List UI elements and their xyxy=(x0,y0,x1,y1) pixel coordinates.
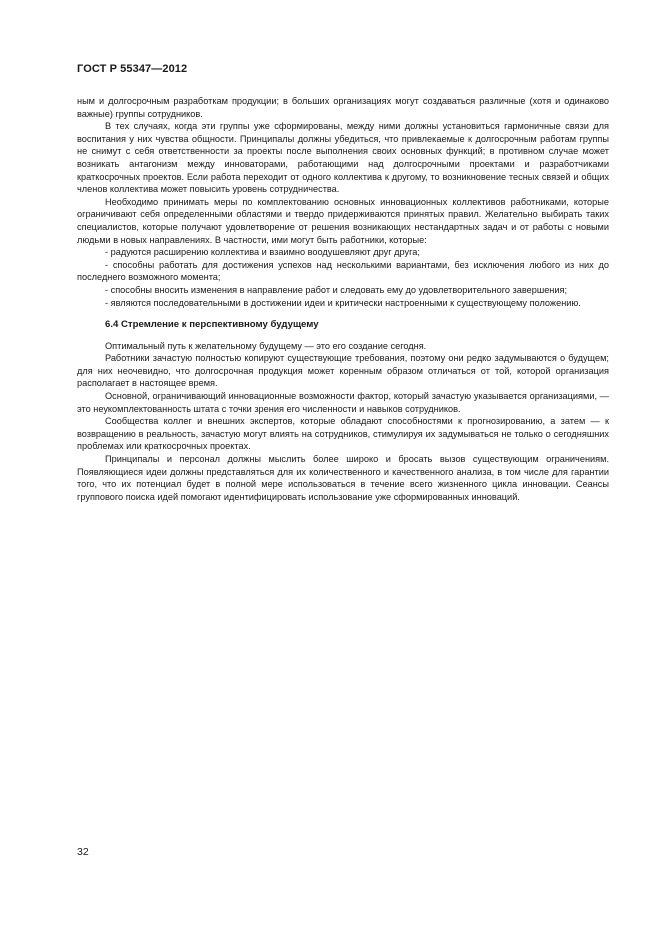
paragraph: Принципалы и персонал должны мыслить более широко и бросать вызов существующим ограничениям. Появляющиеся идеи должны представляться для их количественного и качественного анализа, в том числе для гарантии того, что их потенциал будет в полной мере использоваться в течение всего жизненного цикла инновации. Сеансы группового поиска идей помогают идентифицировать использование уже сформированных инноваций. xyxy=(77,454,609,502)
paragraph: Необходимо принимать меры по комплектованию основных инновационных коллективов работниками, которые ограничивают себя определенными областями и твердо придерживаются принятых правил. Желательно выбирать таких специалистов, которые получают удовлетворение от решения возникающих нестандартных задач и от работы с новыми людьми в новых направлениях. В частности, ими могут быть работники, которые: xyxy=(77,196,609,245)
page-number: 32 xyxy=(77,846,89,858)
document-body xyxy=(77,95,609,503)
paragraphs-after xyxy=(77,340,609,504)
paragraph: - радуются расширению коллектива и взаимно воодушевляют друг друга; xyxy=(105,247,420,258)
paragraph: Работники зачастую полностью копируют существующие требования, поэтому они редко задумываются о будущем; для них неочевидно, что долгосрочная продукция может коренным образом отличаться от той, которой организация располагает в настоящее время. xyxy=(77,353,609,389)
paragraph: В тех случаях, когда эти группы уже сформированы, между ними должны установиться гармоничные связи для воспитания у них чувства общности. Принципалы должны убедиться, что привлекаемые к долгосрочным работам группы не снимут с себя ответственности за проекты после выполнения своих основных функций; в противном случае может возникать антагонизм между инноваторами, работающими над долгосрочными проектами и разработчиками краткосрочных проектов. Если работа переходит от одного коллектива к другому, то возникновение тесных связей и общих членов коллектива может повысить уровень сотрудничества. xyxy=(77,121,609,195)
section-heading: 6.4 Стремление к перспективному будущему xyxy=(105,319,319,331)
document-header: ГОСТ Р 55347—2012 xyxy=(77,63,188,75)
paragraph: ным и долгосрочным разработкам продукции; в больших организациях могут создаваться различные (хотя и одинаково важные) группы сотрудников. xyxy=(77,96,609,119)
paragraph: Оптимальный путь к желательному будущему — это его создание сегодня. xyxy=(105,340,427,351)
paragraph: - способны работать для достижения успехов над несколькими вариантами, без исключения любого из них до последнего возможного момента; xyxy=(77,259,609,283)
paragraph: Сообщества коллег и внешних экспертов, которые обладают способностями к прогнозированию, а затем — к возвращению в реальность, зачастую могут влиять на сотрудников, стимулируя их задумываться не только о сегодняшних проблемах или краткосрочных проектах. xyxy=(77,416,609,452)
paragraph: Основной, ограничивающий инновационные возможности фактор, который зачастую указывается организациями, — это неукомплектованность штата с точки зрения его численности и навыков сотрудников. xyxy=(77,391,609,414)
paragraph: - являются последовательными в достижении идеи и критически настроенными к существующему положению. xyxy=(105,297,581,308)
paragraph: - способны вносить изменения в направление работ и следовать ему до удовлетворительного завершения; xyxy=(105,284,568,295)
paragraphs-before xyxy=(77,95,609,309)
